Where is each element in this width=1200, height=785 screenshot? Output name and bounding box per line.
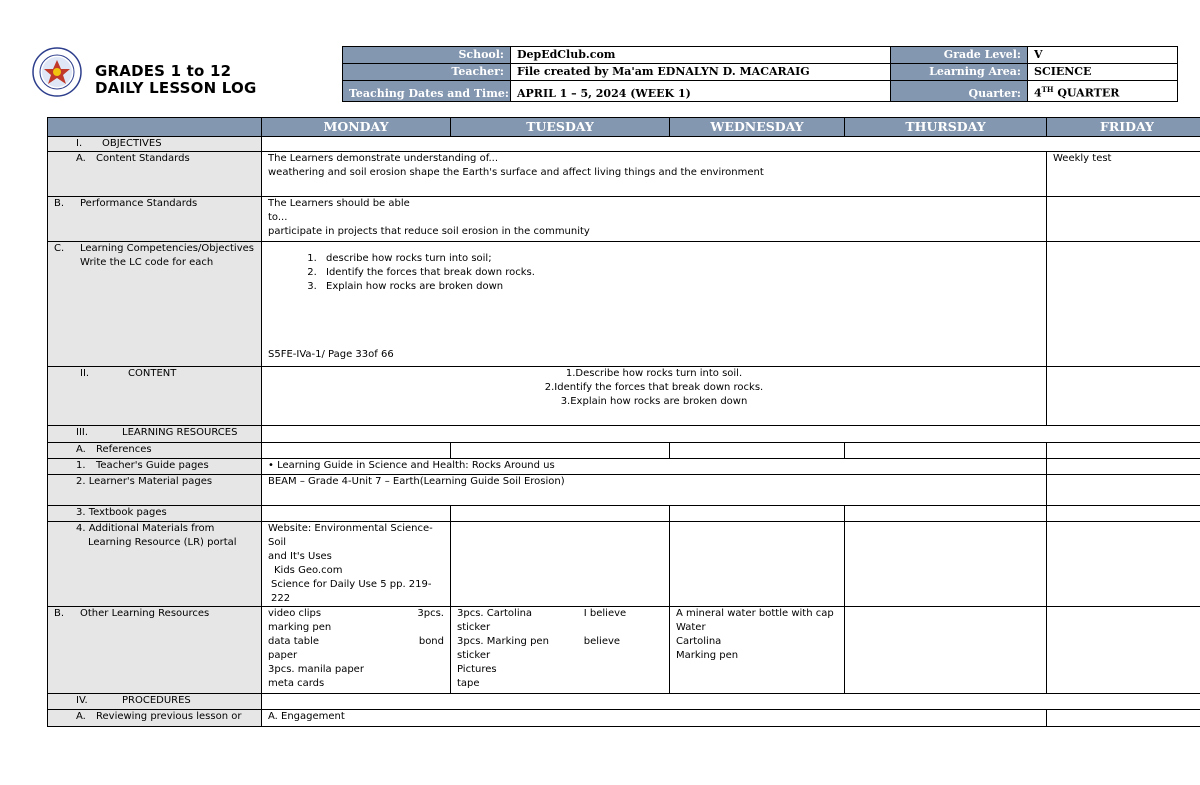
teacher-value: File created by Ma'am EDNALYN D. MACARAIG (511, 64, 891, 81)
additional-materials-tuesday (451, 522, 670, 607)
header-info-table (342, 46, 1178, 102)
competencies-num: C. (54, 243, 65, 254)
learning-resources-cell (262, 426, 1200, 443)
learning-resources-num: III. (76, 427, 89, 438)
procedures-label (48, 694, 262, 710)
objectives-text: OBJECTIVES (102, 138, 162, 149)
textbook-label: 3. Textbook pages (48, 506, 262, 522)
tuesday-item: sticker (457, 650, 491, 661)
content-standards-value (262, 152, 1047, 197)
content-friday (1047, 367, 1200, 426)
other-resources-thursday (845, 607, 1047, 694)
row-content (48, 367, 1200, 426)
performance-standards-line2: to... (268, 212, 288, 223)
additional-materials-wednesday (670, 522, 845, 607)
objectives-cell (262, 137, 1200, 152)
row-learning-resources (48, 426, 1200, 443)
procedures-text: PROCEDURES (122, 695, 191, 706)
learning-area-label: Learning Area: (891, 64, 1028, 81)
additional-line3: Kids Geo.com (274, 565, 343, 576)
reviewing-value: A. Engagement (262, 710, 1047, 727)
tuesday-item: tape (457, 678, 480, 689)
objectives-label (48, 137, 262, 152)
references-num: A. (76, 444, 86, 455)
quarter-suffix: TH (1041, 85, 1054, 95)
monday-item: marking pen (268, 622, 332, 633)
teachers-guide-friday (1047, 459, 1200, 475)
competencies-text-1: Learning Competencies/Objectives (80, 243, 254, 254)
procedures-num: IV. (76, 695, 88, 706)
competencies-list (268, 252, 1040, 294)
learners-material-friday (1047, 475, 1200, 506)
additional-materials-label (48, 522, 262, 607)
page-title (95, 63, 257, 97)
performance-standards-value (262, 197, 1047, 242)
day-thursday: THURSDAY (845, 118, 1047, 137)
additional-line2: and It's Uses (268, 551, 332, 562)
monday-item: data table (268, 636, 320, 647)
content-standards-text: Content Standards (96, 153, 190, 164)
performance-standards-line1: The Learners should be able (268, 198, 410, 209)
title-line-2: DAILY LESSON LOG (95, 79, 257, 97)
additional-line1: Website: Environmental Science- Soil (268, 523, 433, 548)
teachers-guide-label (48, 459, 262, 475)
other-resources-num: B. (54, 608, 65, 619)
performance-standards-text: Performance Standards (80, 198, 198, 209)
teachers-guide-text: Teacher's Guide pages (96, 460, 209, 471)
grade-level-value: V (1028, 47, 1178, 64)
tuesday-item: believe (583, 636, 621, 647)
wednesday-item: Water (676, 622, 706, 633)
references-text: References (96, 444, 152, 455)
teaching-dates-label: Teaching Dates and Time: (343, 81, 511, 102)
wednesday-item: A mineral water bottle with cap (676, 608, 834, 619)
other-resources-tuesday (451, 607, 670, 694)
reviewing-num: A. (76, 711, 86, 722)
content-line2: 2.Identify the forces that break down rocks. (544, 382, 764, 393)
row-performance-standards (48, 197, 1200, 242)
tuesday-item: 3pcs. Marking pen (457, 636, 549, 647)
monday-item: 3pcs. (417, 608, 444, 619)
performance-standards-label (48, 197, 262, 242)
other-resources-friday (1047, 607, 1200, 694)
monday-item: meta cards (268, 678, 325, 689)
learning-resources-text: LEARNING RESOURCES (122, 427, 238, 438)
references-thursday (845, 443, 1047, 459)
teachers-guide-value: • Learning Guide in Science and Health: Rocks Around us (262, 459, 1047, 475)
performance-standards-num: B. (54, 198, 65, 209)
performance-standards-friday (1047, 197, 1200, 242)
row-content-standards (48, 152, 1200, 197)
monday-item: video clips (268, 608, 322, 619)
learners-material-value: BEAM – Grade 4-Unit 7 – Earth(Learning Guide Soil Erosion) (262, 475, 1047, 506)
competencies-text-2: Write the LC code for each (80, 257, 214, 268)
textbook-friday (1047, 506, 1200, 522)
other-resources-label (48, 607, 262, 694)
row-learners-material (48, 475, 1200, 506)
tuesday-item: 3pcs. Cartolina (457, 608, 533, 619)
row-teachers-guide (48, 459, 1200, 475)
additional-materials-friday (1047, 522, 1200, 607)
monday-item: paper (268, 650, 298, 661)
reviewing-label (48, 710, 262, 727)
other-resources-text: Other Learning Resources (80, 608, 210, 619)
wednesday-item: Cartolina (676, 636, 722, 647)
quarter-number: 4 (1034, 87, 1042, 100)
textbook-tuesday (451, 506, 670, 522)
row-other-resources (48, 607, 1200, 694)
day-wednesday: WEDNESDAY (670, 118, 845, 137)
tuesday-item: Pictures (457, 664, 497, 675)
competencies-value (262, 242, 1047, 367)
title-line-1: GRADES 1 to 12 (95, 62, 232, 80)
wednesday-item: Marking pen (676, 650, 739, 661)
monday-item: bond (418, 636, 444, 647)
objectives-num: I. (76, 138, 83, 149)
content-line1: 1.Describe how rocks turn into soil. (565, 368, 743, 379)
other-resources-monday (262, 607, 451, 694)
content-label (48, 367, 262, 426)
competency-item: 1. describe how rocks turn into soil; (320, 252, 1040, 266)
textbook-monday (262, 506, 451, 522)
content-standards-label (48, 152, 262, 197)
deped-seal-icon (32, 47, 82, 97)
lc-code: S5FE-IVa-1/ Page 33of 66 (268, 349, 394, 360)
additional-materials-thursday (845, 522, 1047, 607)
competencies-label (48, 242, 262, 367)
procedures-cell (262, 694, 1200, 710)
references-friday (1047, 443, 1200, 459)
quarter-label: Quarter: (891, 81, 1028, 102)
day-monday: MONDAY (262, 118, 451, 137)
competencies-friday (1047, 242, 1200, 367)
teaching-dates-value: APRIL 1 – 5, 2024 (WEEK 1) (511, 81, 891, 102)
tuesday-item: I believe (583, 608, 627, 619)
content-text: CONTENT (128, 368, 177, 379)
day-friday: FRIDAY (1047, 118, 1200, 137)
competency-item: 2. Identify the forces that break down rocks. (320, 266, 1040, 280)
row-reviewing (48, 710, 1200, 727)
learners-material-label: 2. Learner's Material pages (48, 475, 262, 506)
row-additional-materials (48, 522, 1200, 607)
tuesday-item: sticker (457, 622, 491, 633)
lesson-log-table (47, 117, 1200, 727)
content-value (262, 367, 1047, 426)
competency-item: 3. Explain how rocks are broken down (320, 280, 1040, 294)
row-procedures (48, 694, 1200, 710)
references-label (48, 443, 262, 459)
learning-resources-label (48, 426, 262, 443)
teachers-guide-num: 1. (76, 460, 86, 471)
references-tuesday (451, 443, 670, 459)
additional-line4: Science for Daily Use 5 pp. 219-222 (271, 579, 432, 604)
content-num: II. (80, 368, 90, 379)
performance-standards-line3: participate in projects that reduce soil erosion in the community (268, 226, 590, 237)
references-wednesday (670, 443, 845, 459)
textbook-wednesday (670, 506, 845, 522)
additional-label-2: Learning Resource (LR) portal (88, 537, 237, 548)
row-competencies (48, 242, 1200, 367)
content-standards-num: A. (76, 153, 86, 164)
content-standards-line2: weathering and soil erosion shape the Earth's surface and affect living things and the environment (268, 167, 764, 178)
row-textbook (48, 506, 1200, 522)
day-header-row (48, 118, 1200, 137)
day-tuesday: TUESDAY (451, 118, 670, 137)
row-references (48, 443, 1200, 459)
textbook-thursday (845, 506, 1047, 522)
other-resources-wednesday (670, 607, 845, 694)
additional-label-1: 4. Additional Materials from (76, 523, 215, 534)
school-value: DepEdClub.com (511, 47, 891, 64)
learning-area-value: SCIENCE (1028, 64, 1178, 81)
teacher-label: Teacher: (343, 64, 511, 81)
school-label: School: (343, 47, 511, 64)
monday-item: 3pcs. manila paper (268, 664, 364, 675)
quarter-value (1028, 81, 1178, 102)
quarter-word: QUARTER (1057, 87, 1120, 100)
content-standards-line1: The Learners demonstrate understanding of... (268, 153, 499, 164)
day-header-blank (48, 118, 262, 137)
additional-materials-monday (262, 522, 451, 607)
content-standards-friday: Weekly test (1047, 152, 1200, 197)
grade-level-label: Grade Level: (891, 47, 1028, 64)
content-line3: 3.Explain how rocks are broken down (560, 396, 748, 407)
reviewing-friday (1047, 710, 1200, 727)
reviewing-text: Reviewing previous lesson or (96, 711, 242, 722)
references-monday (262, 443, 451, 459)
row-objectives (48, 137, 1200, 152)
